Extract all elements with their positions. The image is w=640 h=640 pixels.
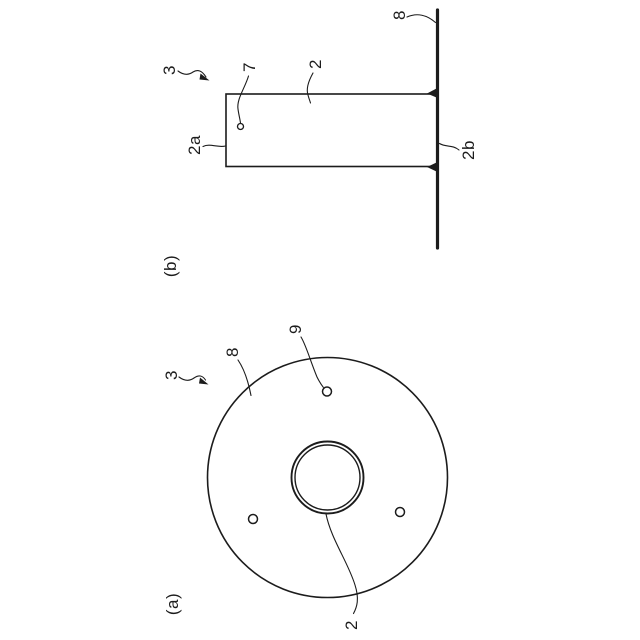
weld-fillet-mark-top (427, 89, 437, 98)
leader-line-2a-fig-b (203, 145, 226, 146)
flange-disc-circle (208, 358, 448, 598)
leader-line-9-fig-a (301, 337, 323, 387)
tube-small-hole (238, 124, 244, 130)
ref-label-8-fig-b: 8 (389, 10, 409, 20)
ref-label-3-fig-b: 3 (159, 65, 179, 75)
figure-b-caption: (b) (160, 254, 180, 278)
ref-label-3-fig-a: 3 (161, 370, 181, 380)
ref-label-9-fig-a: 9 (285, 324, 305, 334)
ref-label-2b-fig-b: 2b (458, 140, 478, 160)
ref-label-2a-fig-b: 2a (184, 135, 204, 155)
ref-label-2-fig-a: 2 (341, 620, 361, 630)
figure-a-caption: (a) (162, 592, 182, 616)
ref-label-7-fig-b: 7 (239, 62, 259, 72)
ref-label-8-fig-a: 8 (222, 347, 242, 357)
leader-line-2-fig-b (307, 73, 313, 103)
bolt-hole-top (323, 387, 332, 396)
figure-b (160, 10, 478, 277)
center-hole-inner-circle (295, 445, 360, 510)
leader-line-7-fig-b (238, 76, 249, 123)
weld-fillet-mark-bottom (427, 163, 437, 172)
bolt-hole-lower-left (249, 515, 258, 524)
tube-body-rect (226, 94, 438, 167)
leader-line-8-fig-b (407, 15, 436, 23)
figure-a (162, 324, 448, 630)
center-hole-outer-circle (292, 442, 364, 514)
leader-line-2b-fig-b (440, 144, 460, 151)
leader-line-2-fig-a (326, 514, 357, 614)
ref-label-2-fig-b: 2 (305, 59, 325, 69)
bolt-hole-lower-right (396, 508, 405, 517)
